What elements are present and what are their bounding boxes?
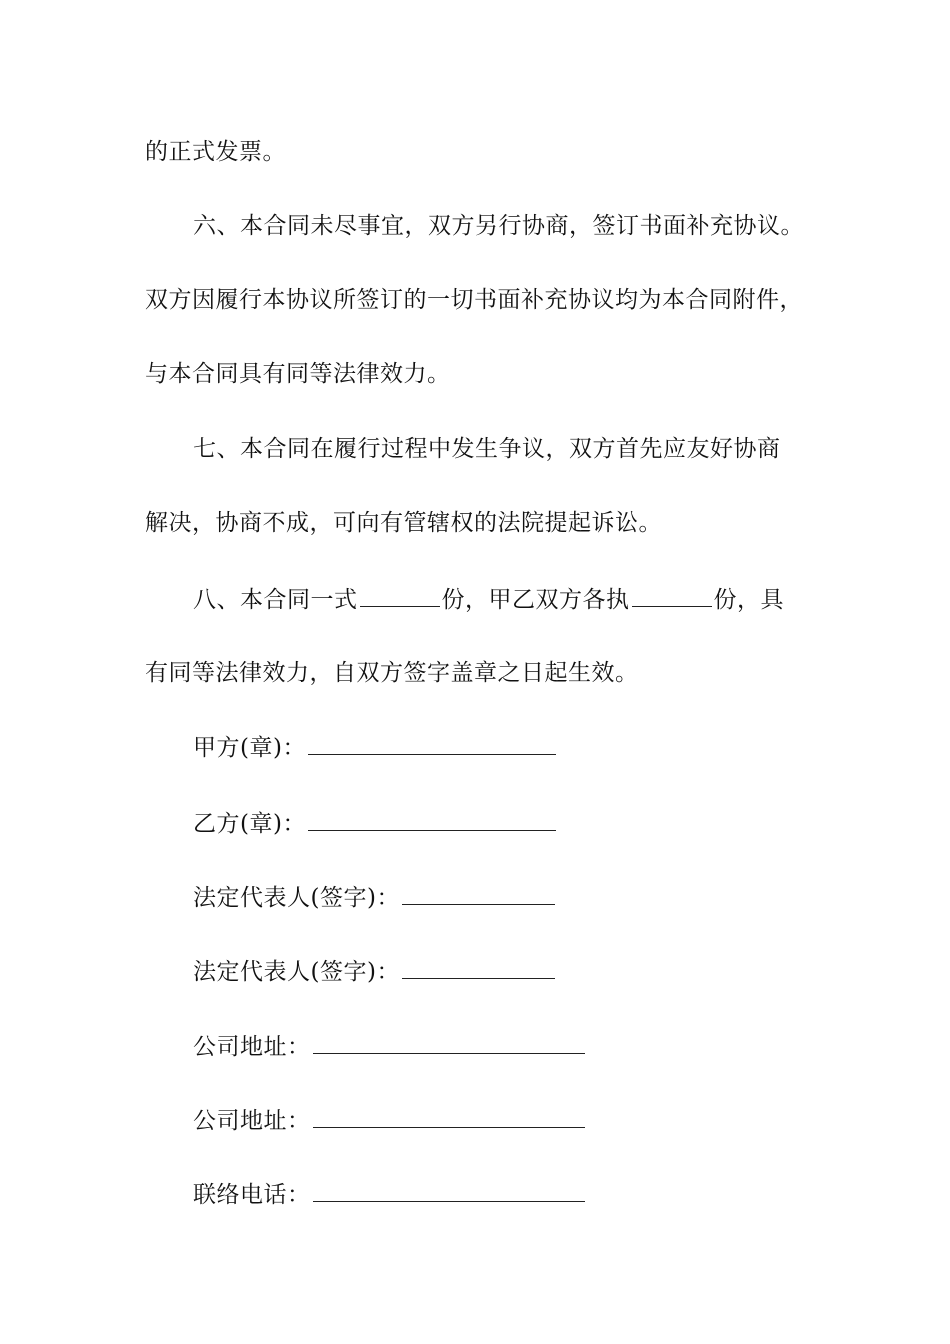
field-label: 公司地址： bbox=[193, 1108, 311, 1134]
signature-field-legal-rep-b bbox=[193, 956, 557, 987]
legal-rep-a-signature-blank[interactable] bbox=[402, 882, 555, 905]
paragraph-line: 七、本合同在履行过程中发生争议，双方首先应友好协商 bbox=[193, 436, 781, 462]
copies-clause-part: 份，具 bbox=[713, 587, 784, 613]
field-label: 乙方(章)： bbox=[193, 811, 306, 837]
paragraph-line: 双方因履行本协议所签订的一切书面补充协议均为本合同附件， bbox=[145, 287, 803, 313]
address-field-a bbox=[193, 1031, 587, 1062]
copies-clause-part: 八、本合同一式 bbox=[193, 587, 358, 613]
field-label: 公司地址： bbox=[193, 1034, 311, 1060]
paragraph-line: 与本合同具有同等法律效力。 bbox=[145, 361, 451, 387]
signature-field-legal-rep-a bbox=[193, 882, 557, 913]
field-label: 法定代表人(签字)： bbox=[193, 885, 400, 911]
phone-blank[interactable] bbox=[313, 1179, 585, 1202]
paragraph-line: 解决，协商不成，可向有管辖权的法院提起诉讼。 bbox=[145, 510, 662, 536]
address-b-blank[interactable] bbox=[313, 1105, 585, 1128]
address-field-b bbox=[193, 1105, 587, 1136]
paragraph-line: 有同等法律效力，自双方签字盖章之日起生效。 bbox=[145, 660, 639, 686]
paragraph-line: 的正式发票。 bbox=[145, 139, 286, 165]
copies-clause-line bbox=[193, 584, 784, 615]
copies-clause-part: 份，甲乙双方各执 bbox=[441, 587, 630, 613]
legal-rep-b-signature-blank[interactable] bbox=[402, 956, 555, 979]
paragraph-line: 六、本合同未尽事宜，双方另行协商，签订书面补充协议。 bbox=[193, 213, 804, 239]
copies-each-blank[interactable] bbox=[632, 584, 712, 607]
signature-field-party-a bbox=[193, 732, 558, 763]
field-label: 法定代表人(签字)： bbox=[193, 959, 400, 985]
signature-field-party-b bbox=[193, 808, 558, 839]
field-label: 联络电话： bbox=[193, 1182, 311, 1208]
party-a-seal-blank[interactable] bbox=[308, 732, 556, 755]
field-label: 甲方(章)： bbox=[193, 735, 306, 761]
address-a-blank[interactable] bbox=[313, 1031, 585, 1054]
party-b-seal-blank[interactable] bbox=[308, 808, 556, 831]
copies-total-blank[interactable] bbox=[360, 584, 440, 607]
phone-field bbox=[193, 1179, 587, 1210]
